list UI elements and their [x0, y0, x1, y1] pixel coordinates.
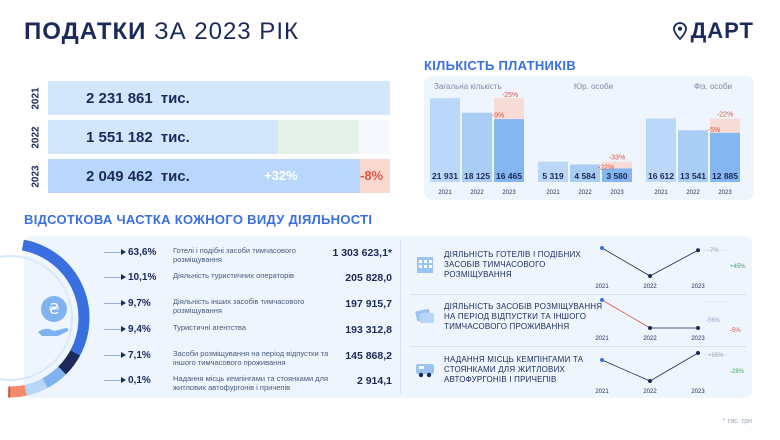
activity-label: ДІЯЛЬНІСТЬ ЗАСОБІВ РОЗМІЩУВАННЯ НА ПЕРІОД ВІДПУСТКИ ТА ІНШОГО ТИМЧАСОВОГО ПРОЖИВАННЯ — [444, 302, 603, 331]
share-value: 2 914,1 — [356, 375, 392, 387]
payer-change-2023: -5% — [707, 127, 721, 135]
share-arrow-head — [121, 352, 126, 358]
share-pct: 9,7% — [128, 298, 151, 309]
activity-point — [696, 351, 700, 355]
activity-point — [648, 274, 652, 278]
share-arrow-head — [121, 274, 126, 280]
share-arrow-head — [121, 377, 126, 383]
title-bold: ПОДАТКИ — [24, 18, 147, 45]
payer-group-name: Фіз. особи — [694, 82, 733, 91]
activity-point — [600, 298, 604, 302]
activity-year: 2023 — [691, 336, 705, 342]
activity-pct-a: +65% — [708, 353, 724, 359]
activity-point — [648, 379, 652, 383]
payer-bar — [430, 98, 460, 182]
change-vs-2021: -8% — [360, 168, 384, 183]
activity-line — [650, 353, 698, 381]
year-label — [24, 81, 48, 115]
activity-pct-b: -5% — [730, 328, 741, 334]
payer-year-label: 2021 — [438, 190, 452, 196]
activity-year: 2023 — [691, 284, 705, 290]
payer-year-label: 2021 — [546, 190, 560, 196]
payers-title: КІЛЬКІСТЬ ПЛАТНИКІВ — [424, 58, 577, 73]
payer-change-total: -25% — [501, 92, 519, 100]
logo — [673, 18, 754, 44]
activity-point — [696, 248, 700, 252]
total-row-2023 — [24, 159, 390, 193]
share-label: Готелі і подібні засоби тимчасового розміщування — [173, 246, 296, 264]
activity-pct-b: +45% — [730, 264, 746, 270]
activity-year: 2021 — [595, 389, 609, 395]
payer-year-label: 2023 — [610, 190, 624, 196]
payer-change-total: -33% — [608, 154, 626, 162]
svg-text:₴: ₴ — [48, 300, 60, 318]
year-label — [24, 120, 48, 154]
share-label: Надання місць кемпінгами та стоянками для житлових автофургонів і причепів — [173, 374, 329, 392]
share-label: Туристичні агентства — [173, 323, 247, 332]
payer-value-label: 21 931 — [432, 171, 458, 181]
activity-point — [600, 246, 604, 250]
logo-text: ДАРТ — [690, 18, 754, 43]
share-value: 205 828,0 — [345, 272, 392, 284]
footnote: * тис. грн — [722, 418, 752, 425]
total-unit: тис. — [160, 89, 190, 107]
share-value: 145 868,2 — [345, 350, 392, 362]
payer-value-label: 5 319 — [542, 171, 564, 181]
share-label: Діяльність туристичних операторів — [173, 271, 294, 280]
payer-year-label: 2022 — [578, 190, 592, 196]
total-value — [86, 129, 190, 146]
activity-year: 2021 — [595, 284, 609, 290]
share-value: 1 303 623,1* — [332, 247, 392, 259]
payer-value-label: 16 612 — [648, 171, 674, 181]
share-arrow-head — [121, 249, 126, 255]
share-pct: 10,1% — [128, 272, 157, 283]
activity-point — [600, 358, 604, 362]
share-value: 197 915,7 — [345, 298, 392, 310]
tickets-icon — [414, 305, 436, 327]
payer-group-name: Юр. особи — [574, 82, 614, 91]
activity-chart — [590, 242, 750, 290]
share-label: Діяльність інших засобів тимчасового розміщування — [173, 297, 305, 315]
camper-van-icon — [414, 358, 436, 380]
shares-title: ВІДСОТКОВА ЧАСТКА КОЖНОГО ВИДУ ДІЯЛЬНОСТІ — [24, 212, 373, 227]
share-label: Засоби розміщування на період відпустки та іншого тимчасового проживання — [173, 349, 329, 367]
activity-chart — [590, 347, 750, 395]
activity-label: ДІЯЛЬНІСТЬ ГОТЕЛІВ І ПОДІБНИХ ЗАСОБІВ ТИМЧАСОВОГО РОЗМІЩУВАННЯ — [444, 250, 581, 279]
total-row-2022 — [24, 120, 390, 154]
share-pct: 63,6% — [128, 247, 157, 258]
payer-change-2023: -9% — [491, 112, 505, 120]
payer-group-name: Загальна кількість — [434, 82, 502, 91]
total-value — [86, 90, 190, 107]
share-value: 193 312,8 — [345, 324, 392, 336]
share-pct: 9,4% — [128, 324, 151, 335]
activity-label: НАДАННЯ МІСЦЬ КЕМПІНГАМИ ТА СТОЯНКАМИ ДЛЯ ЖИТЛОВИХ АВТОФУРГОНІВ І ПРИЧЕПІВ — [444, 355, 584, 384]
year-text: 2023 — [30, 164, 42, 188]
donut-slice — [10, 390, 25, 392]
donut-slice — [62, 353, 75, 371]
activity-pct-a: -56% — [706, 318, 721, 324]
activity-year: 2023 — [691, 389, 705, 395]
activity-line — [602, 248, 650, 276]
payer-year-label: 2023 — [718, 190, 732, 196]
donut-slice — [26, 383, 45, 390]
activity-year: 2022 — [643, 284, 657, 290]
payer-year-label: 2022 — [470, 190, 484, 196]
payer-change-2023: -22% — [597, 164, 615, 172]
total-unit: тис. — [160, 128, 190, 146]
hryvnia-coin-hand-icon — [41, 296, 67, 322]
total-row-2021 — [24, 81, 390, 115]
donut-slice — [45, 371, 62, 384]
map-pin-icon — [673, 22, 687, 40]
share-arrow-head — [121, 300, 126, 306]
hand-icon — [36, 322, 72, 338]
year-text: 2021 — [30, 86, 42, 110]
payer-year-label: 2021 — [654, 190, 668, 196]
total-number: 2 049 462 — [86, 167, 153, 185]
year-text: 2022 — [30, 125, 42, 149]
year-label — [24, 159, 48, 193]
activity-line — [602, 360, 650, 381]
share-pct: 0,1% — [128, 375, 151, 386]
payer-value-label: 3 580 — [606, 171, 628, 181]
divider — [400, 240, 401, 394]
hotel-icon — [414, 253, 436, 275]
activity-point — [696, 326, 700, 330]
activity-pct-b: -28% — [730, 369, 745, 375]
payer-value-label: 18 125 — [464, 171, 490, 181]
change-vs-2022: +32% — [264, 168, 298, 183]
activity-year: 2021 — [595, 336, 609, 342]
payer-year-label: 2023 — [502, 190, 516, 196]
total-number: 2 231 861 — [86, 89, 153, 107]
total-value — [86, 168, 190, 185]
total-unit: тис. — [160, 167, 190, 185]
payers-chart — [424, 76, 754, 200]
activity-line — [602, 300, 650, 328]
payers-panel — [424, 76, 754, 200]
share-pct: 7,1% — [128, 350, 151, 361]
share-arrow-head — [121, 326, 126, 332]
payer-value-label: 4 584 — [574, 171, 596, 181]
payer-value-label: 13 541 — [680, 171, 706, 181]
activity-point — [648, 326, 652, 330]
total-number: 1 551 182 — [86, 128, 153, 146]
payer-value-label: 12 885 — [712, 171, 738, 181]
payer-year-label: 2022 — [686, 190, 700, 196]
activity-chart — [590, 294, 750, 342]
payer-change-total: -22% — [716, 111, 734, 119]
activity-pct-a: -7% — [708, 248, 719, 254]
page-title — [24, 18, 299, 46]
activity-year: 2022 — [643, 336, 657, 342]
activity-line — [650, 250, 698, 276]
total-bar-gap — [278, 120, 359, 154]
activity-year: 2022 — [643, 389, 657, 395]
title-light: ЗА 2023 РІК — [154, 18, 299, 45]
payer-value-label: 16 465 — [496, 171, 522, 181]
